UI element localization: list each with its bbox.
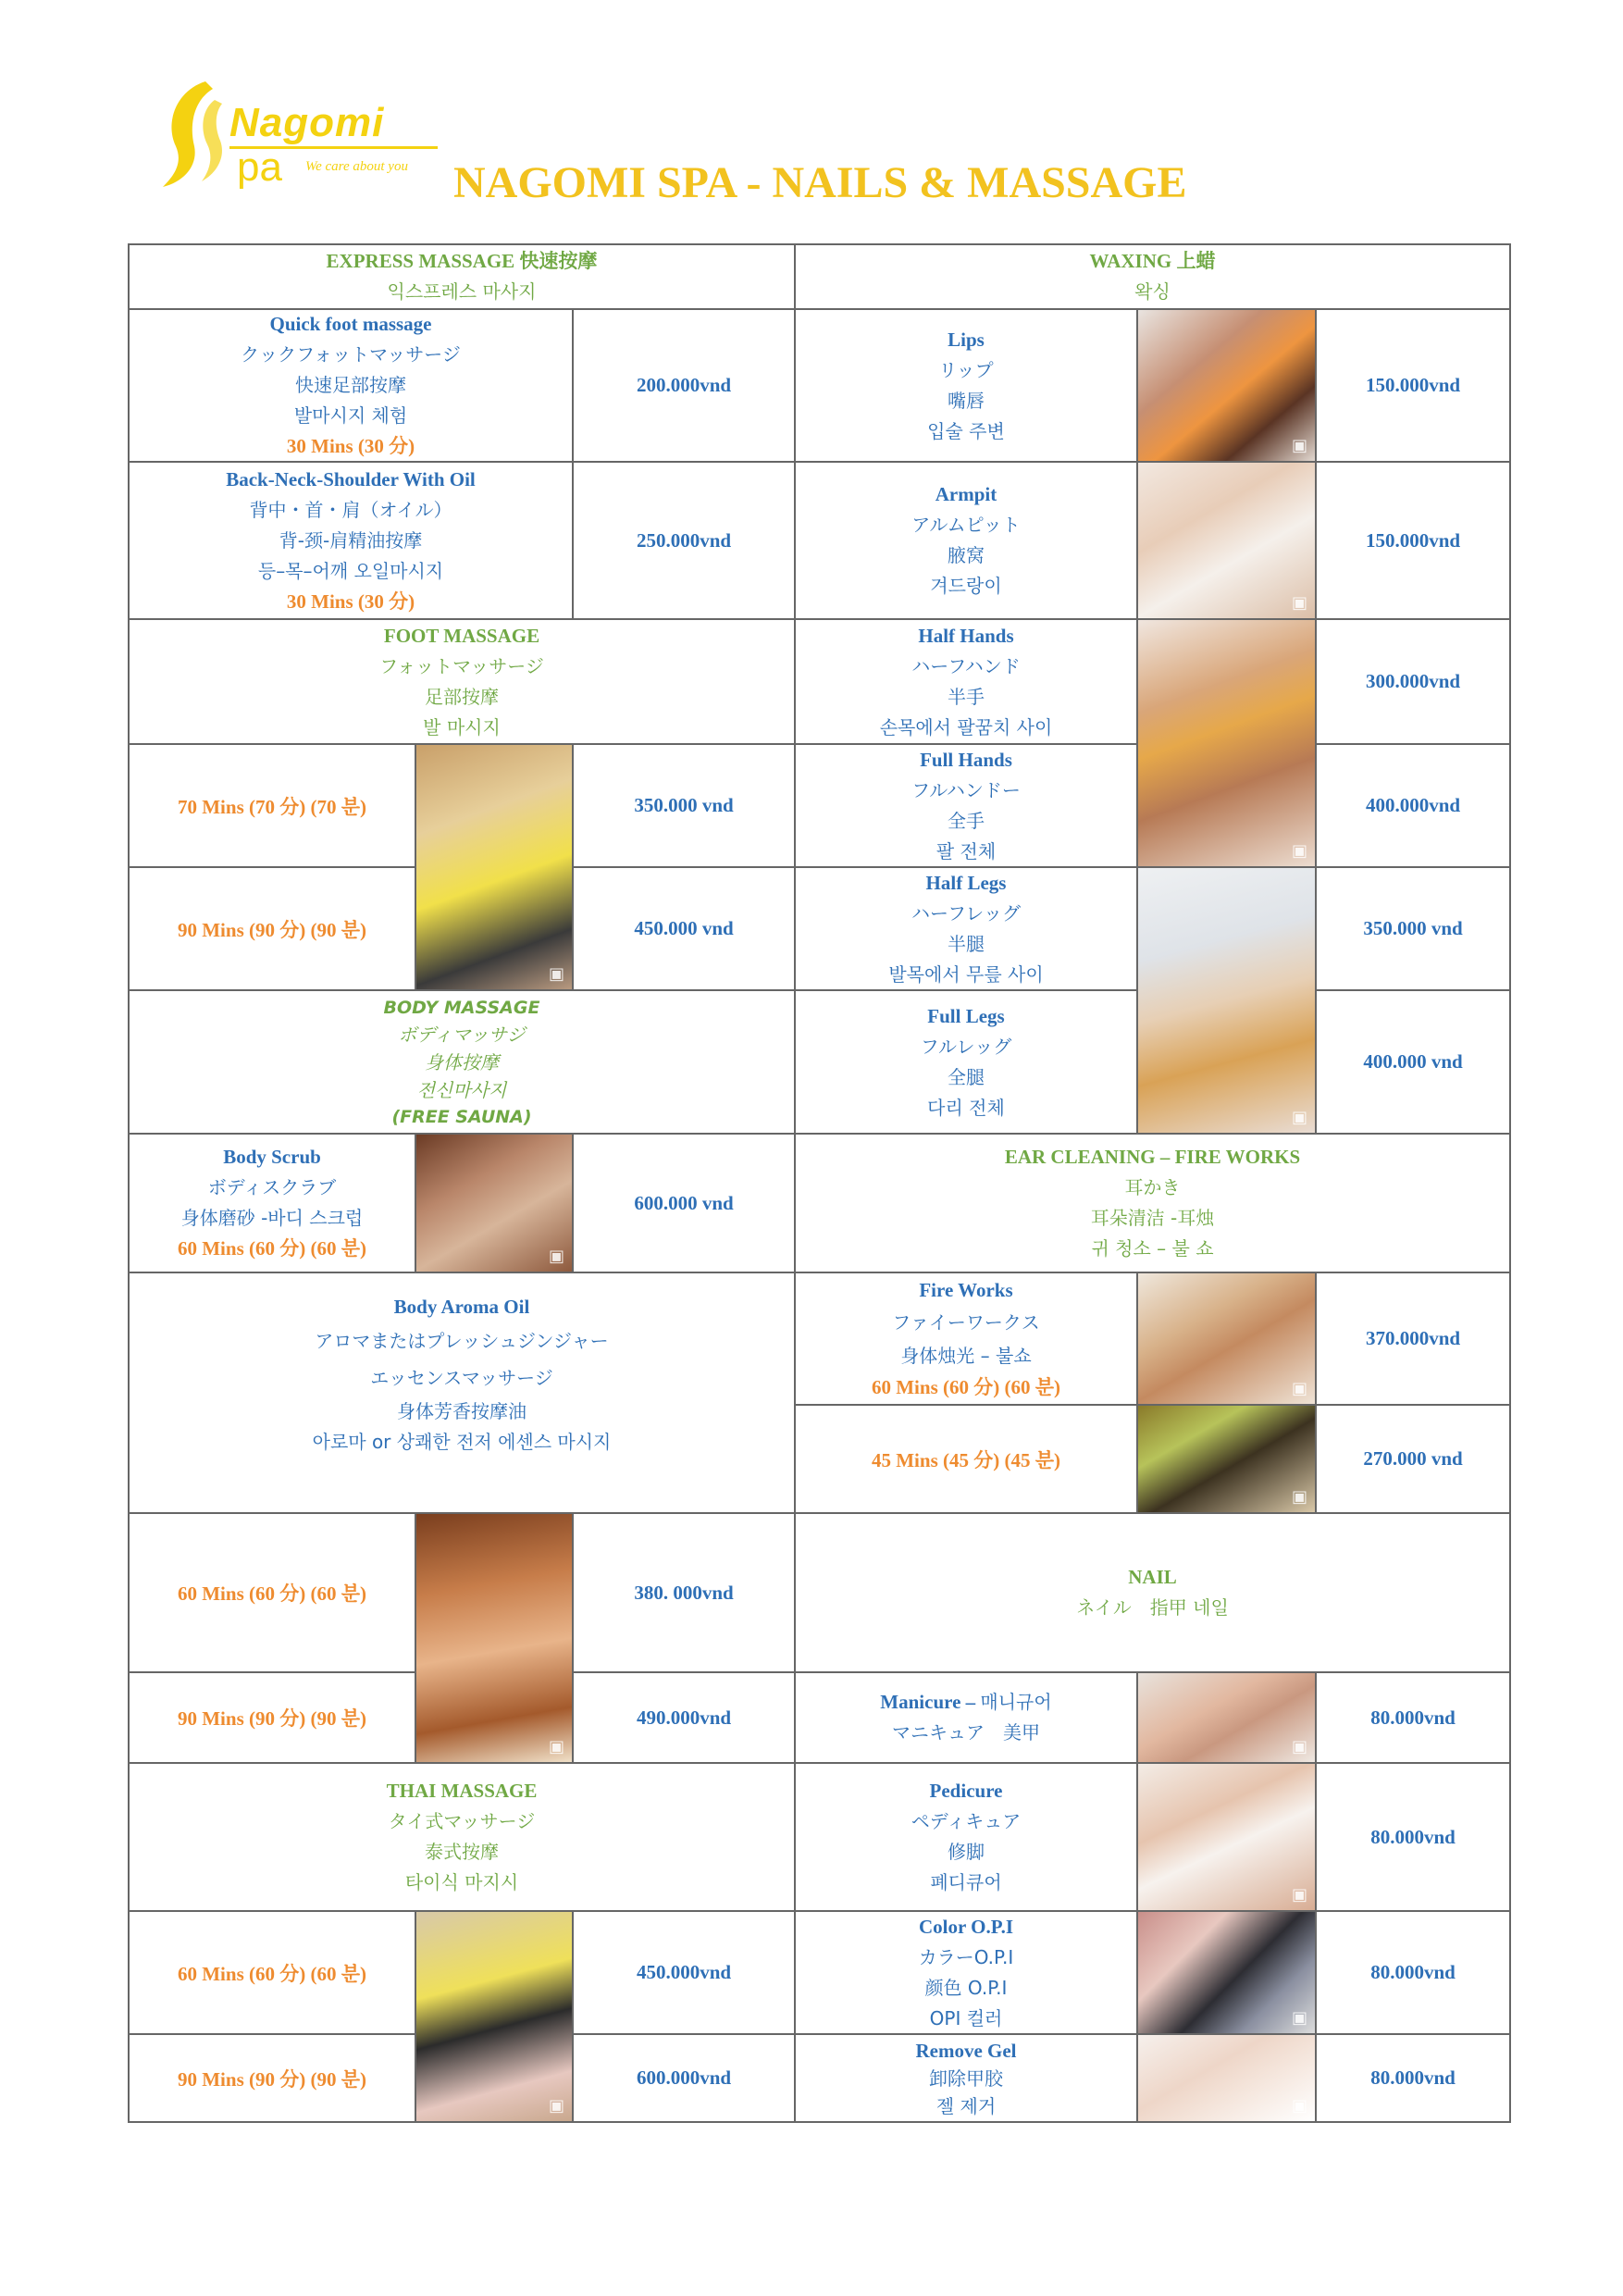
photo-icon: ▣: [1291, 841, 1307, 861]
logo-name-2: pa: [237, 144, 282, 190]
price-value: 380. 000vnd: [634, 1581, 734, 1604]
hands-wax-photo: [1137, 619, 1316, 867]
foot-90-duration: [129, 867, 415, 990]
lips-ko: 입술 주변: [927, 419, 1005, 442]
photo-icon: ▣: [1291, 2096, 1307, 2116]
opi-price: [1316, 1911, 1510, 2034]
back-neck-ko: 등–목–어깨 오일마시지: [257, 559, 444, 582]
full-legs-jp: フルレッグ: [920, 1035, 1012, 1058]
quick-foot-jp: クックフォットマッサージ: [241, 343, 461, 366]
full-legs-ko: 다리 전체: [927, 1096, 1005, 1119]
photo-icon: ▣: [1291, 1885, 1307, 1905]
full-legs-cn: 全腿: [948, 1065, 985, 1088]
half-legs-price: [1316, 867, 1510, 990]
foot-90-price: [573, 867, 795, 990]
body-header: [129, 990, 795, 1134]
duration-label: 90 Mins (90 分) (90 분): [177, 1707, 366, 1730]
armpit-wax-photo: [1137, 462, 1316, 619]
quick-foot-title: Quick foot massage: [269, 313, 432, 335]
half-legs-cn: 半腿: [948, 932, 985, 955]
photo-icon: ▣: [548, 1737, 564, 1756]
manicure-ko: 매니규어: [980, 1691, 1052, 1713]
price-value: 600.000vnd: [636, 2066, 732, 2089]
price-value: 200.000vnd: [636, 374, 732, 396]
fire-jp: ファイーワークス: [892, 1310, 1040, 1334]
body-ko: 전신마사지: [416, 1078, 507, 1101]
full-hands-item: [795, 744, 1137, 867]
photo-icon: ▣: [548, 2096, 564, 2116]
thai-ko: 타이식 마지시: [404, 1871, 519, 1893]
manicure-price: [1316, 1672, 1510, 1763]
aroma-60-duration: [129, 1513, 415, 1672]
price-value: 400.000vnd: [1365, 794, 1461, 816]
body-cn: 身体按摩: [425, 1050, 499, 1074]
manicure-photo: [1137, 1672, 1316, 1763]
manicure-title: [880, 1687, 1051, 1718]
manicure-item: [795, 1672, 1137, 1763]
ear-ko: 귀 청소 – 불 쇼: [1091, 1237, 1214, 1260]
half-legs-ko: 발목에서 무릎 사이: [888, 962, 1044, 986]
body-title: BODY MASSAGE: [383, 997, 540, 1018]
foot-massage-photo: [415, 744, 573, 990]
manicure-en: Manicure –: [880, 1691, 981, 1713]
scrub-duration: 60 Mins (60 分) (60 분): [177, 1237, 366, 1260]
half-hands-cn: 半手: [948, 685, 985, 708]
scrub-price: [573, 1134, 795, 1272]
full-hands-cn: 全手: [948, 809, 985, 832]
thai-massage-photo: [415, 1911, 573, 2122]
duration-label: 70 Mins (70 分) (70 분): [177, 795, 366, 818]
pedicure-photo: [1137, 1763, 1316, 1911]
price-value: 150.000vnd: [1365, 374, 1461, 396]
gel-title: Remove Gel: [915, 2039, 1017, 2062]
photo-icon: ▣: [1291, 1487, 1307, 1507]
duration-label: 90 Mins (90 分) (90 분): [177, 918, 366, 941]
price-value: 80.000vnd: [1370, 1825, 1456, 1848]
logo-tagline: We care about you: [305, 159, 408, 174]
price-value: 350.000 vnd: [1363, 917, 1463, 939]
armpit-item: [795, 462, 1137, 619]
free-sauna-note: (FREE SAUNA): [391, 1106, 532, 1127]
body-scrub-photo: [415, 1134, 573, 1272]
logo-name: Nagomi: [229, 100, 385, 145]
fire-cn-ko: 身体烛光 – 불쇼: [900, 1344, 1032, 1367]
ear-jp: 耳かき: [1124, 1176, 1181, 1198]
price-value: 370.000vnd: [1365, 1327, 1461, 1349]
lips-cn: 嘴唇: [948, 389, 985, 412]
thai-header: [129, 1763, 795, 1911]
photo-icon: ▣: [1291, 593, 1307, 613]
price-value: 80.000vnd: [1370, 1961, 1456, 1983]
pedicure-title: Pedicure: [929, 1780, 1003, 1802]
foot-70-price: [573, 744, 795, 867]
full-hands-title: Full Hands: [920, 748, 1012, 771]
opi-cn: 颜色 O.P.I: [924, 1976, 1008, 1999]
lips-title: Lips: [948, 328, 985, 351]
full-hands-ko: 팔 전체: [935, 839, 997, 863]
thai-jp: タイ式マッサージ: [388, 1810, 536, 1832]
nail-subtitle: ネイル 指甲 네일: [1076, 1596, 1229, 1619]
photo-icon: ▣: [548, 1247, 564, 1266]
logo-face-icon: [157, 72, 231, 202]
fire-works-photo: [1137, 1272, 1316, 1405]
half-hands-item: [795, 619, 1137, 744]
half-legs-title: Half Legs: [925, 871, 1007, 894]
waxing-ko: 왁싱: [1134, 280, 1171, 303]
manicure-jp-cn: マニキュア 美甲: [892, 1721, 1040, 1744]
waxing-title: WAXING 上蜡: [1089, 250, 1216, 272]
duration-label: 90 Mins (90 分) (90 분): [177, 2067, 366, 2091]
duration-label: 45 Mins (45 分) (45 분): [871, 1448, 1060, 1471]
thai-title: THAI MASSAGE: [386, 1780, 538, 1802]
photo-icon: ▣: [1291, 1379, 1307, 1398]
lips-jp: リップ: [938, 358, 994, 381]
quick-foot-ko: 발마시지 체험: [293, 404, 408, 427]
fire-price: [1316, 1272, 1510, 1405]
scrub-item: [129, 1134, 415, 1272]
thai-60-duration: [129, 1911, 415, 2034]
gel-ko: 젤 제거: [935, 2094, 997, 2117]
thai-90-price: [573, 2034, 795, 2122]
fire-item: [795, 1272, 1137, 1405]
remove-gel-photo: [1137, 2034, 1316, 2122]
aroma-90-duration: [129, 1672, 415, 1763]
aroma-jp-2: エッセンスマッサージ: [370, 1366, 553, 1389]
aroma-ko: 아로마 or 상쾌한 전저 에센스 마시지: [312, 1430, 612, 1453]
thai-cn: 泰式按摩: [425, 1841, 499, 1863]
photo-icon: ▣: [1291, 436, 1307, 455]
back-neck-duration: 30 Mins (30 分): [286, 590, 415, 613]
half-legs-item: [795, 867, 1137, 990]
quick-foot-price: [573, 309, 795, 462]
price-table: [128, 243, 1511, 2123]
duration-label: 60 Mins (60 分) (60 분): [177, 1962, 366, 1985]
full-legs-title: Full Legs: [927, 1004, 1005, 1027]
lips-item: [795, 309, 1137, 462]
body-jp: ボディマッサジ: [398, 1023, 526, 1046]
pedicure-item: [795, 1763, 1137, 1911]
price-value: 450.000vnd: [636, 1961, 732, 1983]
back-neck-title: Back-Neck-Shoulder With Oil: [226, 467, 476, 490]
price-value: 600.000 vnd: [634, 1191, 734, 1214]
armpit-price: [1316, 462, 1510, 619]
full-hands-price: [1316, 744, 1510, 867]
price-value: 270.000 vnd: [1363, 1447, 1463, 1470]
aroma-jp-1: アロマまたはプレッシュジンジャー: [315, 1329, 609, 1352]
price-value: 300.000vnd: [1365, 670, 1461, 692]
back-neck-item: [129, 462, 573, 619]
nail-title: NAIL: [1128, 1566, 1177, 1588]
half-hands-ko: 손목에서 팔꿈치 사이: [879, 715, 1053, 738]
foot-header: [129, 619, 795, 744]
express-header: [129, 244, 795, 309]
fire-duration: 60 Mins (60 分) (60 분): [871, 1375, 1060, 1398]
back-neck-cn: 背-颈-肩精油按摩: [279, 528, 423, 552]
armpit-ko: 겨드랑이: [930, 575, 1002, 597]
full-legs-item: [795, 990, 1137, 1134]
opi-title: Color O.P.I: [918, 1915, 1014, 1938]
foot-title: FOOT MASSAGE: [383, 624, 540, 647]
thai-90-duration: [129, 2034, 415, 2122]
foot-ko: 발 마시지: [423, 715, 501, 738]
page-title: NAGOMI SPA - NAILS & MASSAGE: [453, 158, 1187, 207]
legs-wax-photo: [1137, 867, 1316, 1134]
express-title: EXPRESS MASSAGE 快速按摩: [326, 250, 598, 272]
opi-jp: カラーO.P.I: [918, 1945, 1014, 1968]
half-hands-title: Half Hands: [918, 624, 1014, 647]
gel-cn: 卸除甲胶: [929, 2066, 1003, 2090]
opi-color-photo: [1137, 1911, 1316, 2034]
aroma-60-price: [573, 1513, 795, 1672]
scrub-cn-ko: 身体磨砂 -바디 스크럽: [180, 1207, 364, 1229]
express-ko: 익스프레스 마사지: [387, 280, 537, 303]
fire-title: Fire Works: [919, 1278, 1013, 1301]
price-value: 80.000vnd: [1370, 2066, 1456, 2089]
lips-wax-photo: [1137, 309, 1316, 462]
lips-price: [1316, 309, 1510, 462]
aroma-cn: 身体芳香按摩油: [397, 1399, 527, 1422]
gel-price: [1316, 2034, 1510, 2122]
price-value: 80.000vnd: [1370, 1706, 1456, 1729]
price-value: 250.000vnd: [636, 528, 732, 552]
opi-item: [795, 1911, 1137, 2034]
fire-45-price: [1316, 1405, 1510, 1513]
pedicure-cn: 修脚: [948, 1841, 985, 1863]
quick-foot-cn: 快速足部按摩: [295, 374, 406, 396]
foot-70-duration: [129, 744, 415, 867]
photo-icon: ▣: [1291, 1108, 1307, 1127]
price-value: 490.000vnd: [636, 1706, 732, 1729]
half-hands-price: [1316, 619, 1510, 744]
pedicure-ko: 폐디큐어: [930, 1871, 1002, 1893]
armpit-title: Armpit: [935, 483, 997, 505]
photo-icon: ▣: [548, 964, 564, 984]
price-value: 350.000 vnd: [634, 794, 734, 816]
foot-jp: フォットマッサージ: [379, 654, 544, 677]
price-value: 400.000 vnd: [1363, 1050, 1463, 1073]
opi-ko: OPI 컬러: [929, 2006, 1003, 2029]
half-hands-jp: ハーフハンド: [911, 654, 1021, 677]
photo-icon: ▣: [1291, 1737, 1307, 1756]
full-hands-jp: フルハンドー: [911, 778, 1021, 801]
back-neck-jp: 背中・首・肩（オイル）: [249, 498, 452, 521]
ear-title: EAR CLEANING – FIRE WORKS: [1004, 1146, 1301, 1168]
full-legs-price: [1316, 990, 1510, 1134]
ear-candle-photo: [1137, 1405, 1316, 1513]
foot-cn: 足部按摩: [425, 685, 499, 708]
scrub-title: Body Scrub: [223, 1146, 321, 1168]
thai-60-price: [573, 1911, 795, 2034]
price-value: 450.000 vnd: [634, 917, 734, 939]
back-neck-price: [573, 462, 795, 619]
nail-header: [795, 1513, 1510, 1672]
quick-foot-duration: 30 Mins (30 分): [286, 435, 415, 457]
ear-header: [795, 1134, 1510, 1272]
waxing-header: [795, 244, 1510, 309]
half-legs-jp: ハーフレッグ: [911, 901, 1021, 925]
aroma-oil-photo: [415, 1513, 573, 1763]
pedicure-jp: ペディキュア: [911, 1810, 1022, 1832]
aroma-90-price: [573, 1672, 795, 1763]
pedicure-price: [1316, 1763, 1510, 1911]
fire-45-duration: [795, 1405, 1137, 1513]
logo: [157, 72, 453, 202]
armpit-jp: アルムピット: [911, 514, 1021, 536]
scrub-jp: ボディスクラブ: [207, 1176, 337, 1198]
gel-item: [795, 2034, 1137, 2122]
armpit-cn: 腋窝: [948, 544, 985, 566]
price-value: 150.000vnd: [1365, 528, 1461, 552]
duration-label: 60 Mins (60 分) (60 분): [177, 1582, 366, 1605]
quick-foot-item: [129, 309, 573, 462]
photo-icon: ▣: [1291, 2008, 1307, 2028]
aroma-item: [129, 1272, 795, 1513]
ear-cn: 耳朵清洁 -耳烛: [1090, 1207, 1215, 1229]
aroma-title: Body Aroma Oil: [393, 1295, 530, 1318]
